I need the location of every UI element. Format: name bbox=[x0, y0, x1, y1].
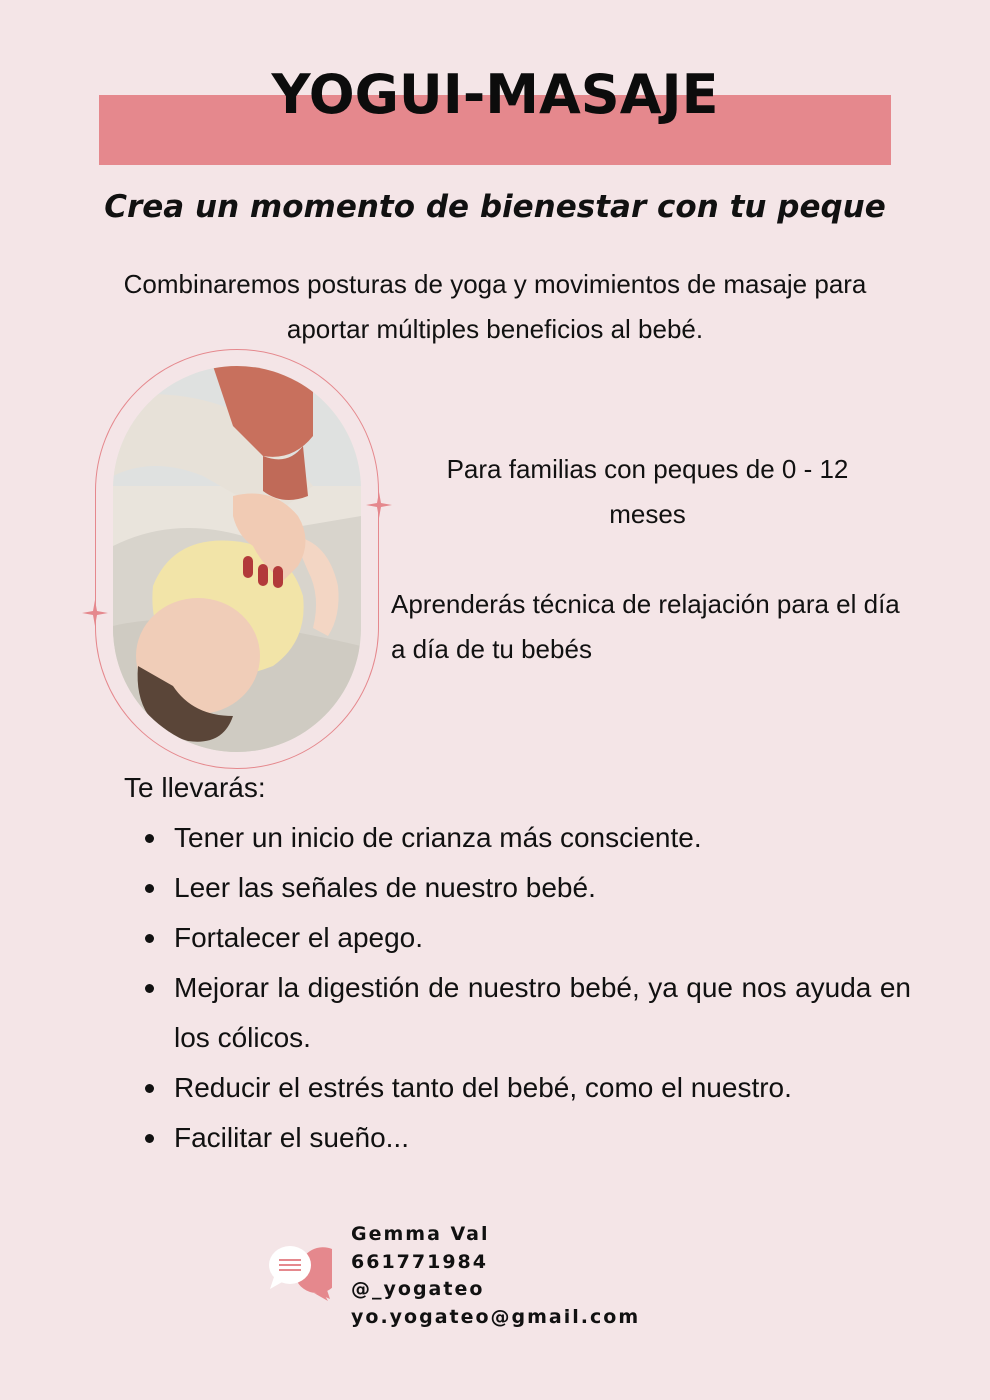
benefits-list bbox=[174, 813, 911, 1163]
audience-text: Para familias con peques de 0 - 12 meses bbox=[446, 454, 849, 529]
baby-massage-photo bbox=[113, 366, 361, 752]
sparkle-icon bbox=[366, 492, 392, 518]
contact-name: Gemma Val bbox=[351, 1223, 490, 1245]
page-subtitle: Crea un momento de bienestar con tu peque bbox=[104, 189, 886, 225]
intro-text: Combinaremos posturas de yoga y movimientos de masaje para aportar múltiples beneficios al bebé. bbox=[123, 269, 867, 344]
list-item: Mejorar la digestión de nuestro bebé, ya que nos ayuda en los cólicos. bbox=[174, 963, 911, 1063]
page-title: YOGUI-MASAJE bbox=[271, 63, 719, 126]
learning-text: Aprenderás técnica de relajación para el día a día de tu bebés bbox=[391, 589, 900, 664]
benefits-heading: Te llevarás: bbox=[124, 772, 266, 803]
list-item: Reducir el estrés tanto del bebé, como el nuestro. bbox=[174, 1063, 911, 1113]
contact-phone: 661771984 bbox=[351, 1250, 488, 1273]
list-item: Tener un inicio de crianza más consciente. bbox=[174, 813, 911, 863]
list-item: Leer las señales de nuestro bebé. bbox=[174, 863, 911, 913]
sparkle-icon bbox=[82, 600, 108, 626]
list-item: Facilitar el sueño... bbox=[174, 1113, 911, 1163]
contact-info bbox=[351, 1221, 640, 1331]
contact-email: yo.yogateo@gmail.com bbox=[351, 1305, 641, 1328]
contact-handle: @_yogateo bbox=[351, 1278, 485, 1300]
list-item: Fortalecer el apego. bbox=[174, 913, 911, 963]
chat-bubbles-icon bbox=[268, 1243, 332, 1301]
